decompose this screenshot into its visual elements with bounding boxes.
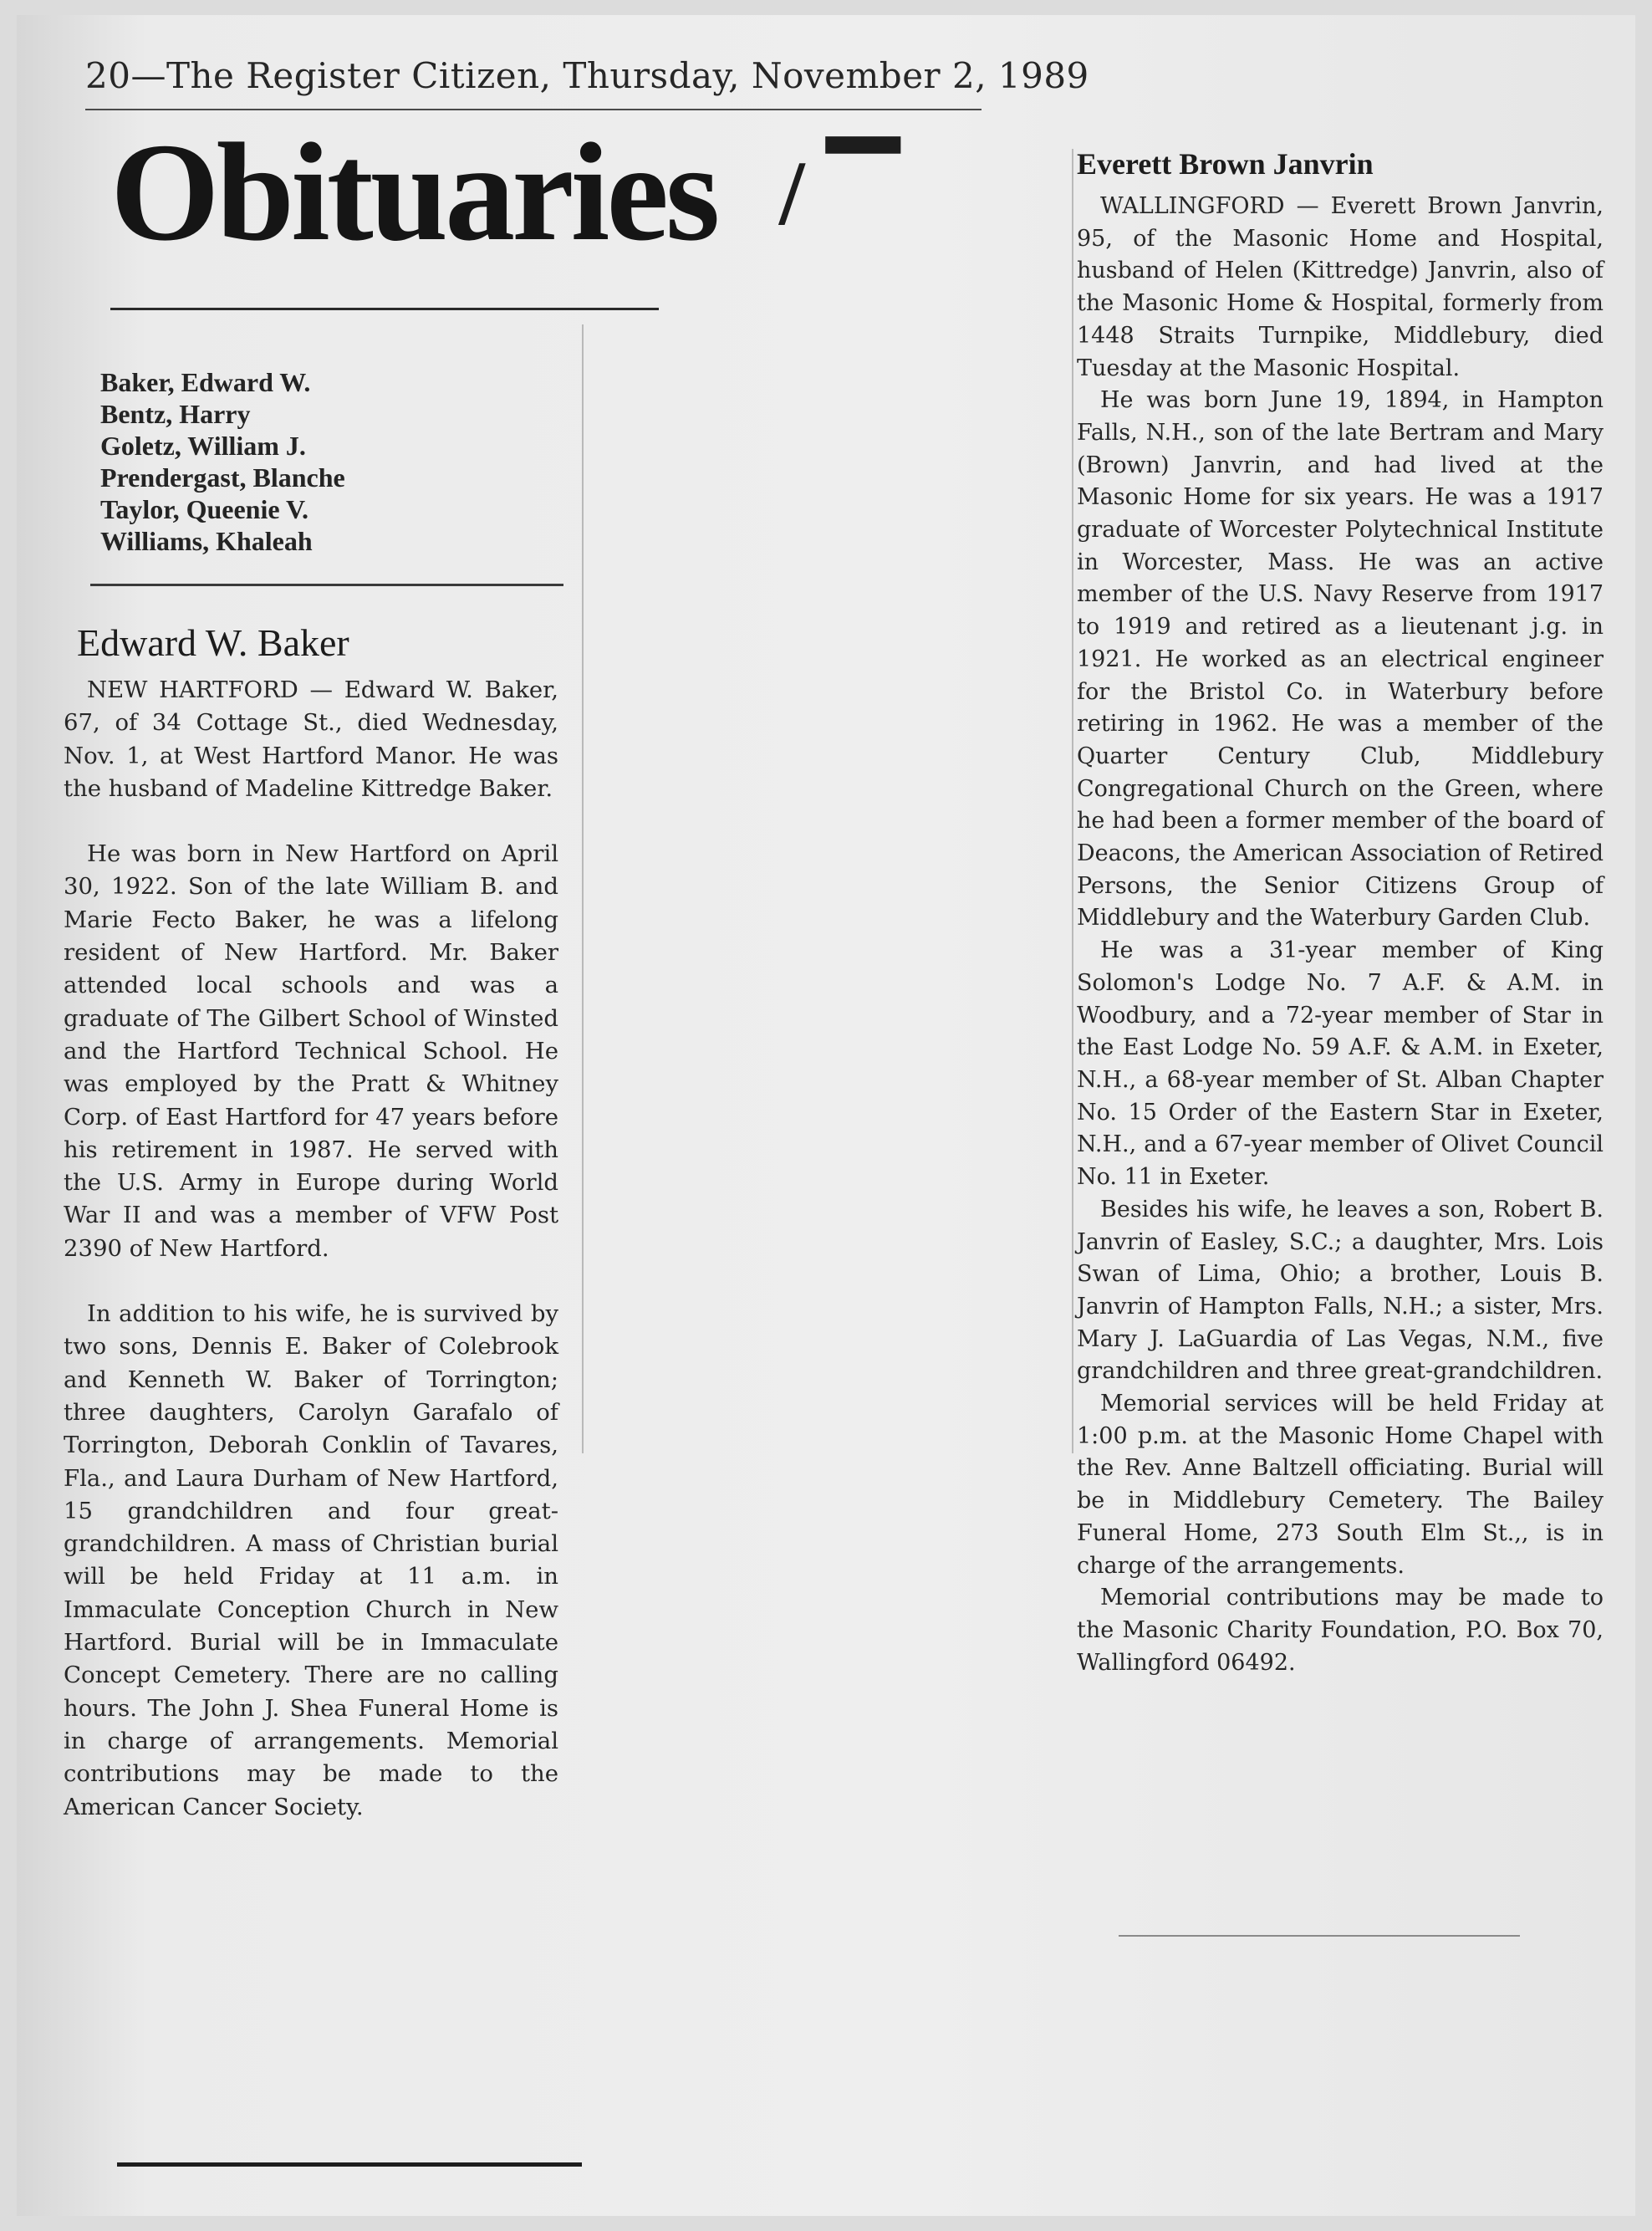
- obituary-paragraph: Memorial services will be held Friday at 1:00 p.m. at the Masonic Home Chapel with the Rev. Anne Baltzell officiating. Burial will be in Middlebury Cemetery. The Bailey Funeral Home, 273 South Elm St.,, is in charge of the arrangements.: [1077, 1391, 1604, 1579]
- obituary-end-rule: [1119, 1935, 1520, 1937]
- obituary-paragraph: Besides his wife, he leaves a son, Robert B. Janvrin of Easley, S.C.; a daughter, Mrs. Lois Swan of Lima, Ohio; a brother, Louis B. Janvrin of Hampton Falls, N.H.; a sister, Mrs. Mary J. LaGuardia of Las Vegas, N.M., five grandchildren and three great-grandchildren.: [1077, 1196, 1604, 1385]
- obituary-paragraph: Memorial contributions may be made to the Masonic Charity Foundation, P.O. Box 70, Wallingford 06492.: [1077, 1585, 1604, 1676]
- obituary-paragraph: In addition to his wife, he is survived by two sons, Dennis E. Baker of Colebrook and Kenneth W. Baker of Torrington; three daughters, Carolyn Garafalo of Torrington, Deborah Conklin of Tavares, Fla., and Laura Durham of New Hartford, 15 grandchildren and four great-grandchildren. A mass of Christian burial will be held Friday at 11 a.m. in Immaculate Conception Church in New Hartford. Burial will be in Immaculate Concept Cemetery. There are no calling hours. The John J. Shea Funeral Home is in charge of arrangements. Memorial contributions may be made to the American Cancer Society.: [64, 1300, 558, 1820]
- index-entry: Goletz, William J.: [100, 431, 306, 461]
- column-rule: [582, 324, 584, 1453]
- obituary-body-janvrin: [1077, 191, 1604, 1679]
- newspaper-clipping: [17, 15, 1635, 2216]
- index-entry: Prendergast, Blanche: [100, 462, 345, 493]
- section-title-rule: [110, 308, 659, 310]
- obituary-body-baker: [64, 674, 558, 1824]
- index-entry: Bentz, Harry: [100, 399, 251, 429]
- masthead-rule: [85, 109, 982, 110]
- obituary-paragraph: NEW HARTFORD — Edward W. Baker, 67, of 34 Cottage St., died Wednesday, Nov. 1, at West Hartford Manor. He was the husband of Madeline Kittredge Baker.: [64, 676, 558, 802]
- section-title-mark: / ▔: [779, 142, 899, 244]
- section-title: Obituaries: [110, 115, 717, 270]
- obituary-paragraph: He was born June 19, 1894, in Hampton Falls, N.H., son of the late Bertram and Mary (Brown) Janvrin, and had lived at the Masonic Home for six years. He was a 1917 graduate of Worcester Polytechnical Institute in Worcester, Mass. He was an active member of the U.S. Navy Reserve from 1917 to 1919 and retired as a lieutenant j.g. in 1921. He worked as an electrical engineer for the Bristol Co. in Waterbury before retiring in 1962. He was a member of the Quarter Century Club, Middlebury Congregational Church on the Green, where he had been a former member of the board of Deacons, the American Association of Retired Persons, the Senior Citizens Group of Middlebury and the Waterbury Garden Club.: [1077, 387, 1604, 932]
- column-rule: [1072, 149, 1073, 1453]
- obituary-paragraph: WALLINGFORD — Everett Brown Janvrin, 95, of the Masonic Home and Hospital, husband of Helen (Kittredge) Janvrin, also of the Masonic Home & Hospital, formerly from 1448 Straits Turnpike, Middlebury, died Tuesday at the Masonic Hospital.: [1077, 193, 1604, 381]
- index-entry: Taylor, Queenie V.: [100, 494, 308, 524]
- index-entry: Baker, Edward W.: [100, 367, 311, 397]
- obituary-name-baker: Edward W. Baker: [77, 621, 349, 664]
- obituary-paragraph: He was a 31-year member of King Solomon's Lodge No. 7 A.F. & A.M. in Woodbury, and a 72-year member of Star in the East Lodge No. 59 A.F. & A.M. in Exeter, N.H., a 68-year member of St. Alban Chapter No. 15 Order of the Eastern Star in Exeter, N.H., and a 67-year member of Olivet Council No. 11 in Exeter.: [1077, 937, 1604, 1191]
- obituary-paragraph: He was born in New Hartford on April 30, 1922. Son of the late William B. and Marie Fecto Baker, he was a lifelong resident of New Hartford. Mr. Baker attended local schools and was a graduate of The Gilbert School of Winsted and the Hartford Technical School. He was employed by the Pratt & Whitney Corp. of East Hartford for 47 years before his retirement in 1987. He served with the U.S. Army in Europe during World War II and was a member of VFW Post 2390 of New Hartford.: [64, 840, 558, 1262]
- masthead: 20—The Register Citizen, Thursday, November 2, 1989: [85, 55, 1089, 96]
- obituary-name-janvrin: Everett Brown Janvrin: [1077, 147, 1374, 181]
- obituary-index: [100, 366, 345, 557]
- index-rule: [90, 584, 563, 586]
- index-entry: Williams, Khaleah: [100, 526, 313, 556]
- obituary-end-rule: [117, 2162, 582, 2167]
